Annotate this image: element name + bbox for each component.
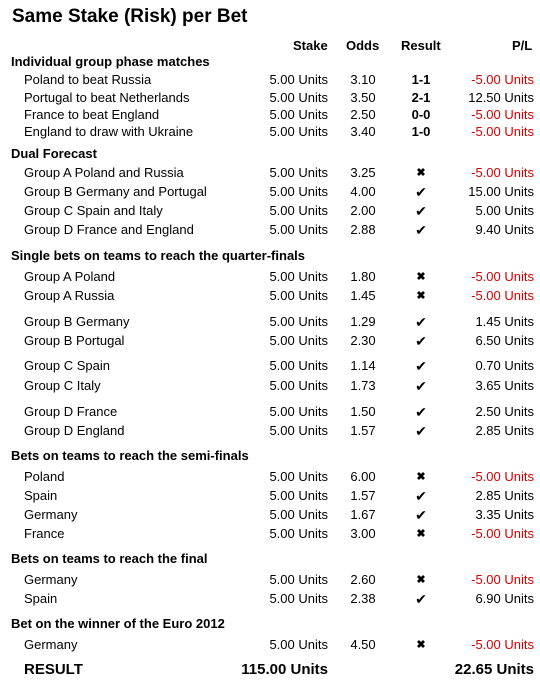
bet-stake: 5.00 Units [269, 378, 328, 393]
bet-pl: 12.50 Units [468, 90, 534, 105]
bet-row [0, 89, 540, 107]
bet-row [0, 525, 540, 543]
bet-row [0, 313, 540, 331]
check-icon: ✔ [415, 404, 427, 420]
bet-pl: -5.00 Units [471, 107, 534, 122]
bet-stake: 5.00 Units [269, 591, 328, 606]
bet-name: Germany [24, 637, 78, 652]
bet-pl: 2.50 Units [475, 404, 534, 419]
bet-pl: -5.00 Units [471, 72, 534, 87]
bet-pl: 9.40 Units [475, 222, 534, 237]
bet-pl: 5.00 Units [475, 203, 534, 218]
total-stake: 115.00 Units [241, 661, 328, 678]
bet-row [0, 357, 540, 375]
bet-name: Portugal to beat Netherlands [24, 90, 190, 105]
bet-name: Poland to beat Russia [24, 72, 152, 87]
bet-row [0, 164, 540, 182]
bet-name: Spain [24, 591, 58, 606]
cross-icon: ✖ [416, 639, 426, 651]
bet-stake: 5.00 Units [269, 333, 328, 348]
bet-row [0, 571, 540, 589]
cross-icon: ✖ [416, 290, 426, 302]
bet-row [0, 287, 540, 305]
check-icon: ✔ [415, 358, 427, 374]
bet-stake: 5.00 Units [269, 507, 328, 522]
header-odds: Odds [346, 38, 380, 53]
bet-odds: 1.57 [350, 423, 376, 438]
bet-stake: 5.00 Units [269, 269, 328, 284]
bet-row [0, 123, 540, 141]
bet-name: Group B Germany and Portugal [24, 184, 207, 199]
bet-odds: 1.57 [350, 488, 376, 503]
bet-odds: 2.38 [350, 591, 376, 606]
header-stake: Stake [293, 38, 328, 53]
bet-pl: 2.85 Units [475, 423, 534, 438]
bet-odds: 4.00 [350, 184, 376, 199]
bet-stake: 5.00 Units [269, 526, 328, 541]
check-icon: ✔ [415, 423, 427, 439]
check-icon: ✔ [415, 378, 427, 394]
bet-pl: -5.00 Units [471, 124, 534, 139]
bet-stake: 5.00 Units [269, 423, 328, 438]
bet-row [0, 506, 540, 524]
bet-name: Spain [24, 488, 58, 503]
bet-name: Group B Germany [24, 314, 130, 329]
bet-name: Group C Italy [24, 378, 101, 393]
bet-name: Group B Portugal [24, 333, 125, 348]
bet-odds: 1.29 [350, 314, 376, 329]
bet-name: Germany [24, 507, 78, 522]
bet-pl: -5.00 Units [471, 288, 534, 303]
bet-result: 1-0 [411, 124, 431, 139]
bet-row [0, 422, 540, 440]
bet-stake: 5.00 Units [269, 637, 328, 652]
bet-pl: 3.65 Units [475, 378, 534, 393]
bet-name: Group D France [24, 404, 118, 419]
check-icon: ✔ [415, 203, 427, 219]
bet-stake: 5.00 Units [269, 72, 328, 87]
bet-name: Group C Spain and Italy [24, 203, 163, 218]
total-label: RESULT [24, 661, 83, 678]
bet-stake: 5.00 Units [269, 404, 328, 419]
result-total-row [0, 660, 540, 680]
bet-odds: 2.50 [350, 107, 376, 122]
check-icon: ✔ [415, 591, 427, 607]
bet-result: 1-1 [411, 72, 431, 87]
cross-icon: ✖ [416, 167, 426, 179]
section-title: Bets on teams to reach the final [11, 551, 208, 566]
bet-odds: 2.30 [350, 333, 376, 348]
header-result: Result [401, 38, 441, 53]
bet-result: 2-1 [411, 90, 431, 105]
bet-stake: 5.00 Units [269, 90, 328, 105]
bet-odds: 6.00 [350, 469, 376, 484]
bet-pl: -5.00 Units [471, 269, 534, 284]
section-title: Bet on the winner of the Euro 2012 [11, 616, 225, 631]
total-pl: 22.65 Units [454, 661, 534, 678]
bet-name: Group A Russia [24, 288, 115, 303]
bet-stake: 5.00 Units [269, 288, 328, 303]
cross-icon: ✖ [416, 528, 426, 540]
check-icon: ✔ [415, 222, 427, 238]
bet-name: Poland [24, 469, 65, 484]
bet-odds: 1.14 [350, 358, 376, 373]
bet-stake: 5.00 Units [269, 222, 328, 237]
bet-row [0, 468, 540, 486]
bet-name: Group D England [24, 423, 125, 438]
bet-odds: 3.25 [350, 165, 376, 180]
bet-row [0, 221, 540, 239]
bet-stake: 5.00 Units [269, 124, 328, 139]
bet-pl: 0.70 Units [475, 358, 534, 373]
cross-icon: ✖ [416, 471, 426, 483]
bet-stake: 5.00 Units [269, 572, 328, 587]
bet-row [0, 202, 540, 220]
bet-pl: -5.00 Units [471, 526, 534, 541]
bet-row [0, 377, 540, 395]
bet-odds: 1.50 [350, 404, 376, 419]
bet-name: Group A Poland [24, 269, 116, 284]
bet-pl: 2.85 Units [475, 488, 534, 503]
bet-row [0, 268, 540, 286]
bet-odds: 3.10 [350, 72, 376, 87]
check-icon: ✔ [415, 184, 427, 200]
page-title: Same Stake (Risk) per Bet [12, 6, 248, 27]
section-title: Individual group phase matches [11, 54, 210, 69]
section-title: Single bets on teams to reach the quarter-finals [11, 248, 306, 263]
bet-row [0, 590, 540, 608]
bet-row [0, 71, 540, 89]
bet-row [0, 106, 540, 124]
bet-stake: 5.00 Units [269, 469, 328, 484]
bet-row [0, 403, 540, 421]
cross-icon: ✖ [416, 271, 426, 283]
bet-pl: 3.35 Units [475, 507, 534, 522]
bet-row [0, 636, 540, 654]
bet-odds: 2.60 [350, 572, 376, 587]
section-title: Bets on teams to reach the semi-finals [11, 448, 249, 463]
bet-pl: 1.45 Units [475, 314, 534, 329]
bet-odds: 2.88 [350, 222, 376, 237]
bet-pl: 6.50 Units [475, 333, 534, 348]
section-title: Dual Forecast [11, 146, 97, 161]
bet-odds: 3.00 [350, 526, 376, 541]
header-pl: P/L [512, 38, 533, 53]
bet-name: England to draw with Ukraine [24, 124, 194, 139]
bet-pl: -5.00 Units [471, 165, 534, 180]
bet-stake: 5.00 Units [269, 107, 328, 122]
bet-name: France [24, 526, 65, 541]
bet-odds: 4.50 [350, 637, 376, 652]
bet-name: Germany [24, 572, 78, 587]
bet-pl: -5.00 Units [471, 637, 534, 652]
cross-icon: ✖ [416, 574, 426, 586]
bet-stake: 5.00 Units [269, 314, 328, 329]
check-icon: ✔ [415, 507, 427, 523]
bet-row [0, 487, 540, 505]
bet-name: France to beat England [24, 107, 160, 122]
bet-stake: 5.00 Units [269, 203, 328, 218]
bet-odds: 1.67 [350, 507, 376, 522]
check-icon: ✔ [415, 488, 427, 504]
bet-odds: 1.80 [350, 269, 376, 284]
bet-odds: 3.40 [350, 124, 376, 139]
bet-pl: 6.90 Units [475, 591, 534, 606]
bet-stake: 5.00 Units [269, 184, 328, 199]
check-icon: ✔ [415, 314, 427, 330]
bet-odds: 1.45 [350, 288, 376, 303]
bet-row [0, 332, 540, 350]
bet-name: Group A Poland and Russia [24, 165, 184, 180]
bet-name: Group C Spain [24, 358, 110, 373]
bet-odds: 2.00 [350, 203, 376, 218]
bet-result: 0-0 [411, 107, 431, 122]
bet-pl: -5.00 Units [471, 572, 534, 587]
bet-stake: 5.00 Units [269, 488, 328, 503]
bet-odds: 3.50 [350, 90, 376, 105]
bet-stake: 5.00 Units [269, 358, 328, 373]
bet-name: Group D France and England [24, 222, 194, 237]
bet-pl: -5.00 Units [471, 469, 534, 484]
bet-odds: 1.73 [350, 378, 376, 393]
bet-pl: 15.00 Units [468, 184, 534, 199]
check-icon: ✔ [415, 333, 427, 349]
bet-row [0, 183, 540, 201]
bet-stake: 5.00 Units [269, 165, 328, 180]
